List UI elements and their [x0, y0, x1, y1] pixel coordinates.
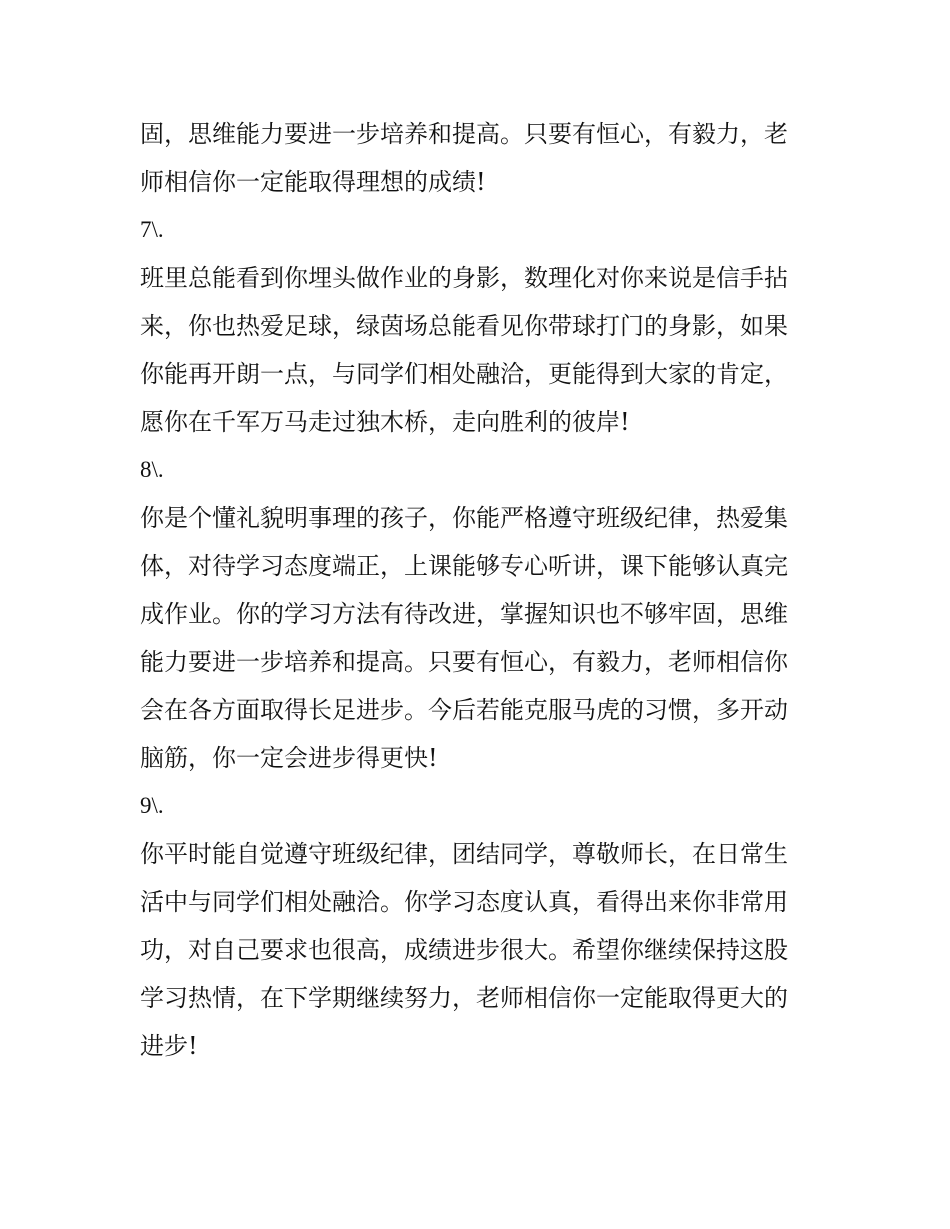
- entry-number: 7\.: [140, 217, 164, 242]
- text-line: 能力要进一步培养和提高。只要有恒心，有毅力，老师相信你: [140, 648, 788, 676]
- text-line: 师相信你一定能取得理想的成绩!: [140, 168, 486, 196]
- text-line: 愿你在千军万马走过独木桥，走向胜利的彼岸!: [140, 408, 630, 436]
- entry-number: 8\.: [140, 457, 164, 482]
- text-line: 活中与同学们相处融洽。你学习态度认真，看得出来你非常用: [140, 888, 788, 916]
- text-line: 学习热情，在下学期继续努力，老师相信你一定能取得更大的: [140, 984, 788, 1012]
- entry-number: 9\.: [140, 793, 164, 818]
- document-body: [140, 110, 820, 1070]
- text-line: 会在各方面取得长足进步。今后若能克服马虎的习惯，多开动: [140, 696, 788, 724]
- text-line: 你能再开朗一点，与同学们相处融洽，更能得到大家的肯定，: [140, 360, 788, 388]
- text-line: 脑筋，你一定会进步得更快!: [140, 744, 438, 772]
- text-line: 成作业。你的学习方法有待改进，掌握知识也不够牢固，思维: [140, 600, 788, 628]
- text-line: 固，思维能力要进一步培养和提高。只要有恒心，有毅力，老: [140, 120, 788, 148]
- text-line: 功，对自己要求也很高，成绩进步很大。希望你继续保持这股: [140, 936, 788, 964]
- text-line: 体，对待学习态度端正，上课能够专心听讲，课下能够认真完: [140, 552, 788, 580]
- text-line: 来，你也热爱足球，绿茵场总能看见你带球打门的身影，如果: [140, 312, 788, 340]
- text-line: 你是个懂礼貌明事理的孩子，你能严格遵守班级纪律，热爱集: [140, 504, 788, 532]
- text-line: 班里总能看到你埋头做作业的身影，数理化对你来说是信手拈: [140, 264, 788, 292]
- text-line: 进步!: [140, 1032, 198, 1060]
- text-line: 你平时能自觉遵守班级纪律，团结同学，尊敬师长，在日常生: [140, 840, 788, 868]
